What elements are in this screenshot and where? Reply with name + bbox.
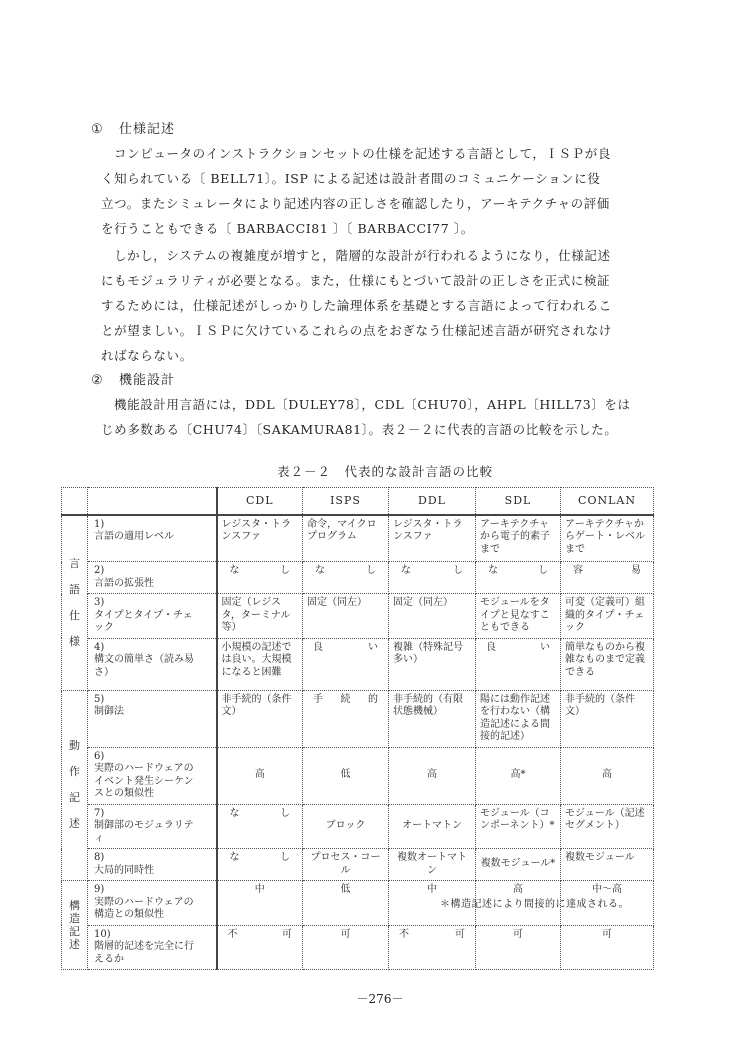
- table-header-row: [62, 488, 654, 515]
- cell-sdl: なし: [476, 562, 561, 594]
- cell-ddl: オートマトン: [389, 804, 476, 849]
- cell-conlan: 可: [561, 925, 654, 970]
- row-label: 6)実際のハードウェアのイベント発生シーケンスとの類似性: [88, 747, 217, 804]
- cell-ddl: 高: [389, 747, 476, 804]
- cell-cdl: 固定（レジスタ，ターミナル等）: [217, 594, 303, 639]
- table-row: [62, 747, 654, 804]
- cell-ddl: なし: [389, 562, 476, 594]
- cell-ddl: 複雑（特殊記号多い）: [389, 638, 476, 690]
- text-line: じめ多数ある〔CHU74〕〔SAKAMURA81〕。表２－２に代表的言語の比較を示した。: [101, 422, 618, 437]
- cell-isps: 手続的: [303, 690, 389, 747]
- paragraph-complexity: [101, 243, 646, 368]
- cell-conlan: 容易: [561, 562, 654, 594]
- cell-ddl: 不可: [389, 925, 476, 970]
- table-row: [62, 594, 654, 639]
- cell-cdl: レジスタ・トランスファ: [217, 515, 303, 562]
- row-label: 10)階層的記述を完全に行えるか: [88, 925, 217, 970]
- cell-conlan: 中～高: [561, 881, 654, 926]
- cell-ddl: 固定（同左）: [389, 594, 476, 639]
- cell-isps: 低: [303, 881, 389, 926]
- cell-conlan: 複数モジュール: [561, 849, 654, 881]
- group-label-behavior: 動 作 記 述: [62, 690, 88, 881]
- section-heading-functional-design: [91, 369, 175, 388]
- text-line: するためには，仕様記述がしっかりした論理体系を基礎とする言語によって行われるこ: [101, 298, 612, 313]
- header-label: [88, 488, 217, 515]
- cell-conlan: アーキテクチャからゲート・レベルまで: [561, 515, 654, 562]
- row-label: 3)タイプとタイプ・チェック: [88, 594, 217, 639]
- cell-isps: 可: [303, 925, 389, 970]
- section-title: 機能設計: [119, 373, 176, 388]
- section-heading-specification: [91, 118, 175, 137]
- cell-isps: 固定（同左）: [303, 594, 389, 639]
- cell-conlan: 簡単なものから複雑なものまで定義できる: [561, 638, 654, 690]
- cell-cdl: なし: [217, 849, 303, 881]
- cell-cdl: 非手続的（条件文）: [217, 690, 303, 747]
- cell-conlan: モジュール（記述セグメント）: [561, 804, 654, 849]
- cell-sdl: 可: [476, 925, 561, 970]
- header-corner: [62, 488, 88, 515]
- cell-sdl: モジュール（コンポーネント）*: [476, 804, 561, 849]
- column-header-isps: ISPS: [303, 488, 389, 515]
- cell-isps: 良い: [303, 638, 389, 690]
- cell-conlan: 高: [561, 747, 654, 804]
- cell-conlan: 非手続的（条件文）: [561, 690, 654, 747]
- cell-sdl: 高*: [476, 747, 561, 804]
- text-line: ればならない。: [101, 348, 193, 363]
- row-label: 5)制御法: [88, 690, 217, 747]
- cell-cdl: 不可: [217, 925, 303, 970]
- cell-cdl: 中: [217, 881, 303, 926]
- row-label: 1)言語の適用レベル: [88, 515, 217, 562]
- column-header-cdl: CDL: [217, 488, 303, 515]
- table-row: [62, 925, 654, 970]
- cell-cdl: なし: [217, 562, 303, 594]
- section-number: ①: [91, 122, 104, 137]
- row-label: 2)言語の拡張性: [88, 562, 217, 594]
- cell-cdl: 高: [217, 747, 303, 804]
- cell-sdl: 高: [476, 881, 561, 926]
- section-number: ②: [91, 373, 104, 388]
- text-line: しかし，システムの複雑度が増すと，階層的な設計が行われるようになり，仕様記述: [114, 248, 611, 263]
- paragraph-isp: [101, 141, 646, 241]
- table-row: [62, 515, 654, 562]
- text-line: コンピュータのインストラクションセットの仕様を記述する言語として，ＩＳＰが良: [114, 146, 611, 161]
- paragraph-functional-languages: [101, 392, 646, 442]
- table-row: [62, 638, 654, 690]
- section-title: 仕様記述: [119, 122, 176, 137]
- cell-sdl: モジュールをタイプと見なすこともできる: [476, 594, 561, 639]
- column-header-ddl: DDL: [389, 488, 476, 515]
- cell-isps: 低: [303, 747, 389, 804]
- table-row: [62, 690, 654, 747]
- group-label-language-spec: 言 語 仕 様: [62, 515, 88, 691]
- row-label: 7)制御部のモジュラリティ: [88, 804, 217, 849]
- row-label: 8)大局的同時性: [88, 849, 217, 881]
- cell-sdl: 複数モジュール*: [476, 849, 561, 881]
- page-number: －276－: [356, 992, 404, 1006]
- cell-isps: 命令，マイクロプログラム: [303, 515, 389, 562]
- column-header-sdl: SDL: [476, 488, 561, 515]
- cell-ddl: 中: [389, 881, 476, 926]
- table-caption: 表２－２ 代表的な設計言語の比較: [276, 464, 493, 479]
- table-row: [62, 849, 654, 881]
- cell-sdl: 陽には動作記述を行わない（構造記述による間接的記述）: [476, 690, 561, 747]
- text-line: を行うこともできる〔 BARBACCI81 〕〔 BARBACCI77 〕。: [101, 221, 474, 236]
- cell-isps: なし: [303, 562, 389, 594]
- column-header-conlan: CONLAN: [561, 488, 654, 515]
- group-label-structure: 構 造 記 述: [62, 881, 88, 970]
- cell-isps: ブロック: [303, 804, 389, 849]
- row-label: 4)構文の簡単さ（読み易さ）: [88, 638, 217, 690]
- cell-ddl: レジスタ・トランスファ: [389, 515, 476, 562]
- text-line: にもモジュラリティが必要となる。また，仕様にもとづいて設計の正しさを正式に検証: [101, 273, 611, 288]
- cell-ddl: 複数オートマトン: [389, 849, 476, 881]
- table-row: [62, 804, 654, 849]
- table-row: [62, 562, 654, 594]
- cell-cdl: なし: [217, 804, 303, 849]
- cell-conlan: 可変（定義可）組織的タイプ・チェック: [561, 594, 654, 639]
- cell-isps: プロセス・コール: [303, 849, 389, 881]
- cell-cdl: 小規模の記述では良い。大規模になると困難: [217, 638, 303, 690]
- cell-sdl: アーキテクチャから電子的素子まで: [476, 515, 561, 562]
- table-footnote: ＊構造記述により間接的に達成される。: [440, 899, 629, 910]
- text-line: 機能設計用言語には，DDL〔DULEY78〕，CDL〔CHU70〕，AHPL〔HILL73〕をは: [114, 397, 631, 412]
- text-line: く知られている〔 BELL71〕。ISP による記述は設計者間のコミュニケーションに役: [101, 171, 601, 186]
- text-line: 立つ。またシミュレータにより記述内容の正しさを確認したり，アーキテクチャの評価: [101, 196, 610, 211]
- cell-ddl: 非手続的（有限状態機械）: [389, 690, 476, 747]
- cell-sdl: 良い: [476, 638, 561, 690]
- text-line: とが望ましい。ＩＳＰに欠けているこれらの点をおぎなう仕様記述言語が研究されなけ: [101, 323, 612, 338]
- row-label: 9)実際のハードウェアの構造との類似性: [88, 881, 217, 926]
